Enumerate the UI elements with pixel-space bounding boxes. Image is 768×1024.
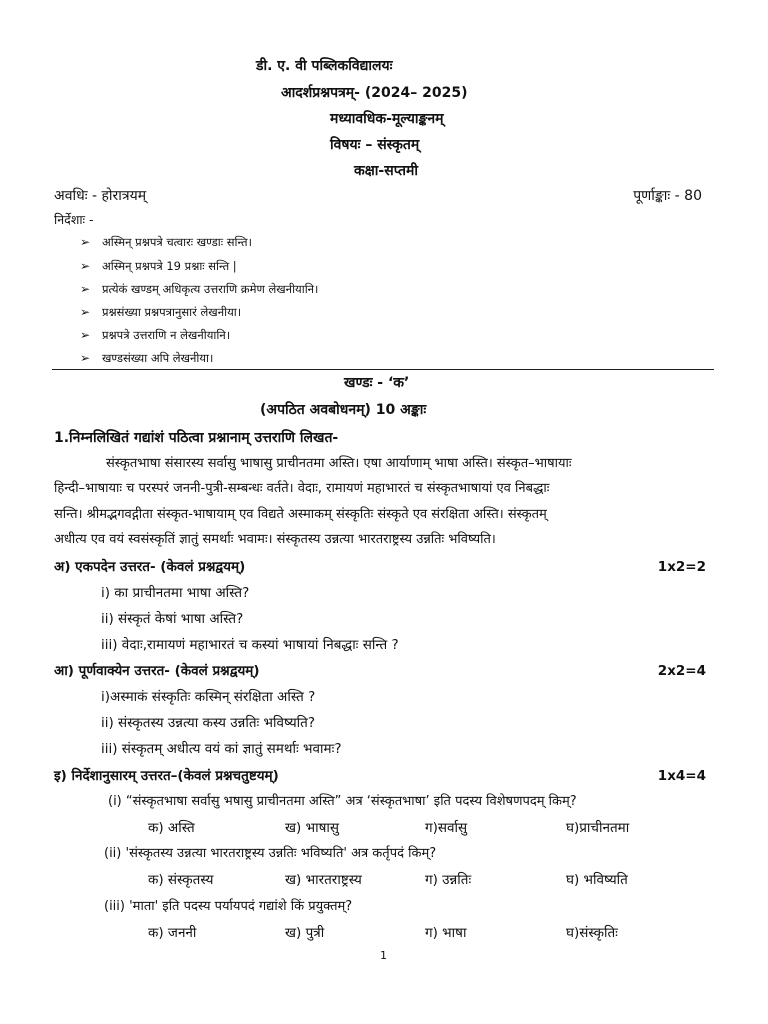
part-i-marks: 1x4=4 xyxy=(657,768,706,784)
option-ka: क) संस्कृतस्य xyxy=(148,872,214,888)
page-number: 1 xyxy=(380,949,387,962)
instruction-item: अस्मिन् प्रश्नपत्रे चत्वारः खण्डाः सन्ति। xyxy=(102,235,252,249)
option-kha: ख) पुत्री xyxy=(285,925,325,941)
part-aa-question: i)अस्माकं संस्कृतिः कस्मिन् संरक्षिता अस्ति ? xyxy=(101,689,316,705)
instructions-title: निर्देशाः - xyxy=(54,212,94,227)
option-gha: घ) भविष्यति xyxy=(566,872,628,888)
max-marks: पूर्णाङ्काः - 80 xyxy=(633,188,702,204)
paper-title: आदर्शप्रश्नपत्रम्- (2024– 2025) xyxy=(281,85,468,101)
option-ga: ग) भाषा xyxy=(425,925,467,941)
passage-line: सन्ति। श्रीमद्भगवद्गीता संस्कृत-भाषायाम् एव विद्यते अस्माकम् संस्कृतिः संस्कृते एव संरक्षिता अस्ति। संस्कृतम् xyxy=(54,507,547,522)
part-a-marks: 1x2=2 xyxy=(657,559,706,575)
passage-line: अधीत्य एव वयं स्वसंस्कृतिं ज्ञातुं समर्थाः भवामः। संस्कृतस्य उन्नत्या भारतराष्ट्रस्य उन्नतिः भविष्यति। xyxy=(54,532,496,547)
instruction-item: प्रश्नपत्रे उत्तराणि न लेखनीयानि। xyxy=(102,328,231,342)
part-a-question: ii) संस्कृतं केषां भाषा अस्ति? xyxy=(101,611,244,627)
instruction-item: अस्मिन् प्रश्नपत्रे 19 प्रश्नाः सन्ति | xyxy=(102,259,237,273)
school-name: डी. ए. वी पब्लिकविद्यालयः xyxy=(256,58,393,74)
question-title: 1.निम्नलिखितं गद्यांशं पठित्वा प्रश्नानाम् उत्तराणि लिखत- xyxy=(54,430,339,446)
section-title: खण्डः - ‘क’ xyxy=(344,375,410,391)
option-kha: ख) भारतराष्ट्रस्य xyxy=(285,872,362,888)
option-ka: क) जननी xyxy=(148,925,197,941)
part-i-question: (iii) 'माता' इति पदस्य पर्यायपदं गद्यांशे किं प्रयुक्तम्? xyxy=(104,899,353,914)
instruction-item: प्रत्येकं खण्डम् अधिकृत्य उत्तराणि क्रमेण लेखनीयानि। xyxy=(102,282,319,296)
part-a-question: iii) वेदाः,रामायणं महाभारतं च कस्यां भाषायां निबद्धाः सन्ति ? xyxy=(101,637,399,653)
option-gha: घ)संस्कृतिः xyxy=(566,925,618,941)
arrow-bullet-icon: ➢ xyxy=(80,259,91,273)
arrow-bullet-icon: ➢ xyxy=(80,235,91,249)
part-aa-question: iii) संस्कृतम् अधीत्य वयं कां ज्ञातुं समर्थाः भवामः? xyxy=(101,741,342,757)
part-i-question: (ii) 'संस्कृतस्य उन्नत्या भारतराष्ट्रस्य उन्नतिः भविष्यति' अत्र कर्तृपदं किम्? xyxy=(104,846,437,861)
arrow-bullet-icon: ➢ xyxy=(80,351,91,365)
part-i-question: (i) “संस्कृतभाषा सर्वासु भषासु प्राचीनतमा अस्ति” अत्र ‘संस्कृतभाषा’ इति पदस्य विशेषणपदम् किम्? xyxy=(108,794,577,809)
arrow-bullet-icon: ➢ xyxy=(80,282,91,296)
class-title: कक्षा-सप्तमी xyxy=(354,163,418,179)
option-ga: ग) उन्नतिः xyxy=(425,872,472,888)
part-i-title: इ) निर्देशानुसारम् उत्तरत–(केवलं प्रश्नचतुष्टयम्) xyxy=(54,768,279,784)
part-aa-title: आ) पूर्णवाक्येन उत्तरत- (केवलं प्रश्नद्वयम्) xyxy=(54,663,260,679)
part-aa-question: ii) संस्कृतस्य उन्नत्या कस्य उन्नतिः भविष्यति? xyxy=(101,715,316,731)
part-a-question: i) का प्राचीनतमा भाषा अस्ति? xyxy=(101,585,250,601)
option-gha: घ)प्राचीनतमा xyxy=(566,820,630,836)
passage-line: हिन्दी–भाषायाः च परस्परं जननी-पुत्री-सम्बन्धः वर्तते। वेदाः, रामायणं महाभारतं च संस्कृतभाषायां एव निबद्धाः xyxy=(54,481,550,496)
part-aa-marks: 2x2=4 xyxy=(657,663,706,679)
instruction-item: प्रश्नसंख्या प्रश्नपत्रानुसारं लेखनीया। xyxy=(102,305,242,319)
section-subtitle: (अपठित अवबोधनम्) 10 अङ्काः xyxy=(260,402,427,418)
arrow-bullet-icon: ➢ xyxy=(80,305,91,319)
arrow-bullet-icon: ➢ xyxy=(80,328,91,342)
option-ga: ग)सर्वासु xyxy=(425,820,468,836)
duration: अवधिः - होरात्रयम् xyxy=(54,188,147,204)
option-ka: क) अस्ति xyxy=(148,820,195,836)
subject-title: विषयः – संस्कृतम् xyxy=(330,137,420,153)
option-kha: ख) भाषासु xyxy=(285,820,340,836)
exam-title: मध्यावधिक-मूल्याङ्कनम् xyxy=(330,111,444,127)
divider xyxy=(52,369,714,370)
instruction-item: खण्डसंख्या अपि लेखनीया। xyxy=(102,351,214,365)
passage-line: संस्कृतभाषा संसारस्य सर्वासु भाषासु प्राचीनतमा अस्ति। एषा आर्याणाम् भाषा अस्ति। संस्कृत–भाषायाः xyxy=(106,456,572,471)
part-a-title: अ) एकपदेन उत्तरत- (केवलं प्रश्नद्वयम्) xyxy=(54,559,246,575)
